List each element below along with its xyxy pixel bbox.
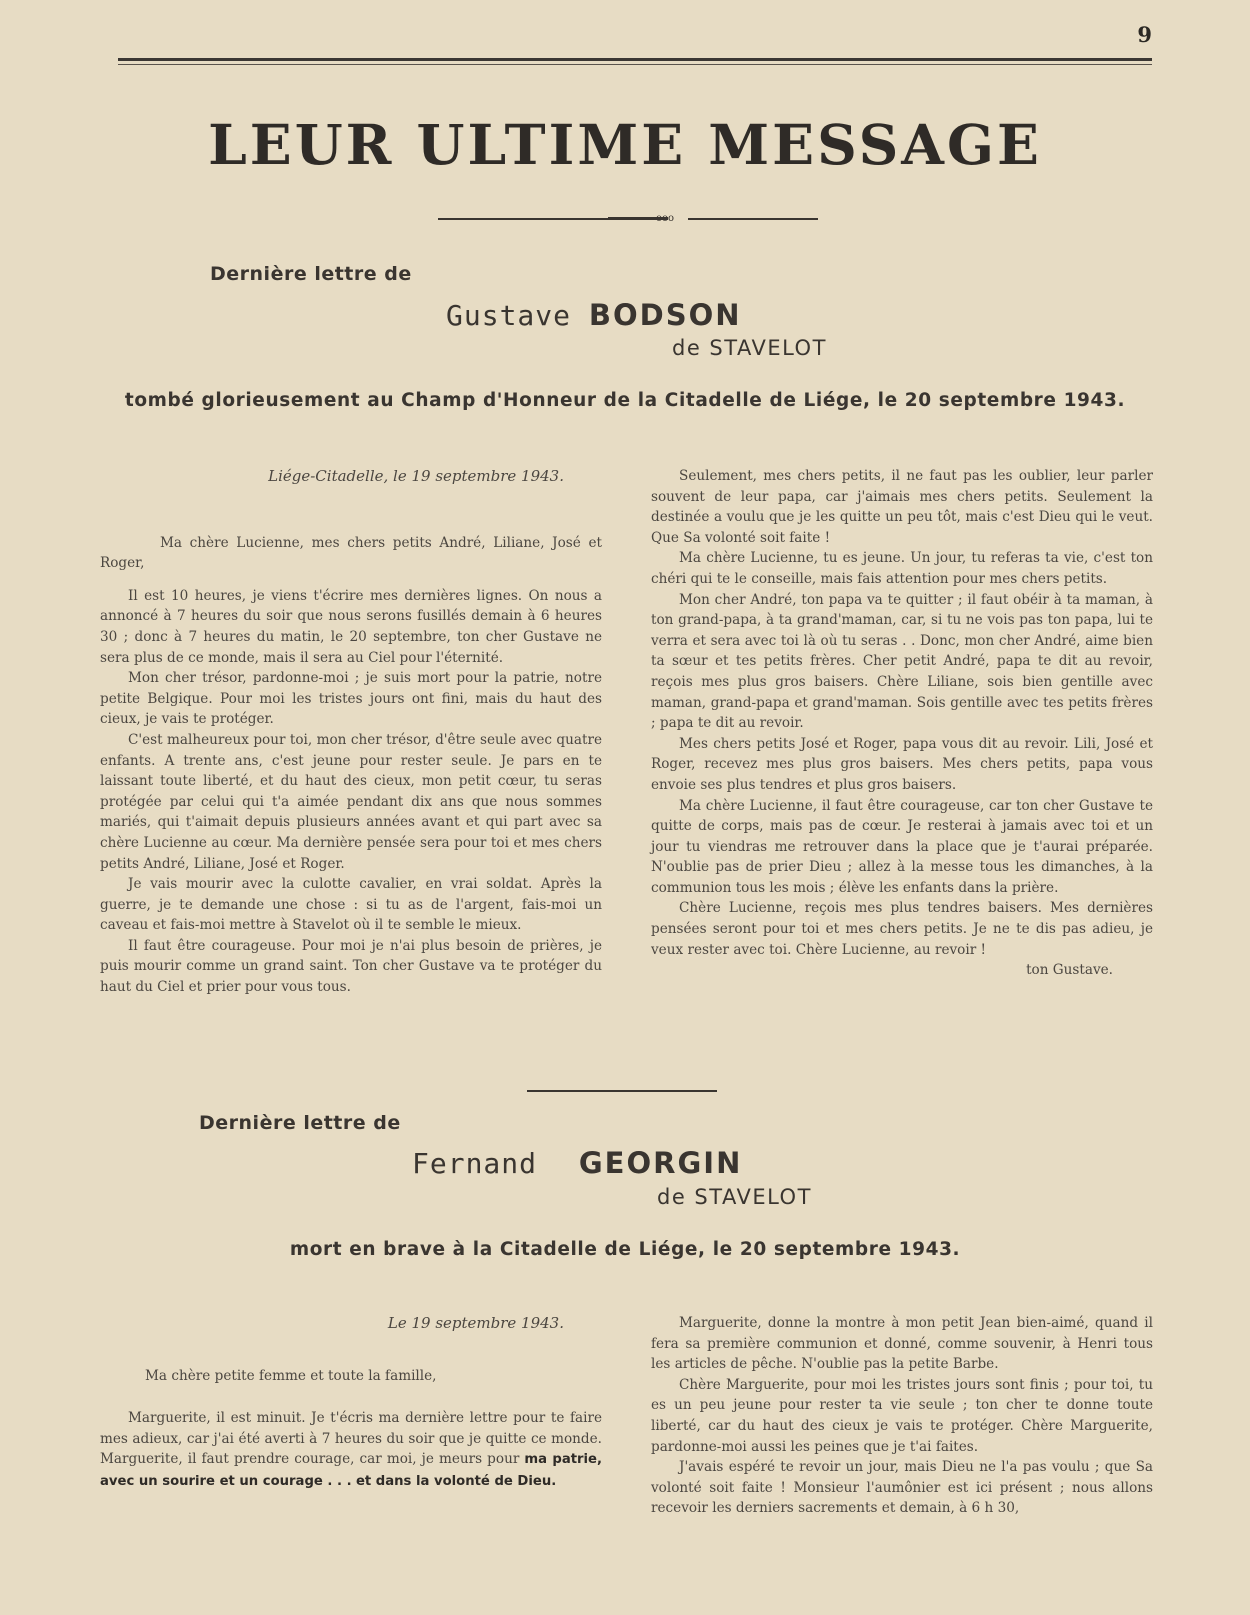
letter2-body: Marguerite, il est minuit. Je t'écris ma dernière lettre pour te faire mes adieux, car j'ai été averti à 7 heures du soir que je quitte ce monde. Marguerite, il faut prendre courage, car moi, je meurs pour — [100, 1410, 602, 1468]
letter1-paragraph: Mon cher trésor, pardonne-moi ; je suis mort pour la patrie, notre petite Belgique. Pour moi les tristes jours ont fini, mais du haut des cieux, je vais te protéger. — [100, 670, 602, 728]
letter2-dateline: Le 19 septembre 1943. — [387, 1314, 564, 1332]
letter1-left-column — [100, 466, 602, 998]
letter1-paragraph: Ma chère Lucienne, tu es jeune. Un jour, tu referas ta vie, c'est ton chéri qui te le conseille, mais fais attention pour mes chers petits. — [651, 550, 1153, 587]
letter1-paragraph: Ma chère Lucienne, il faut être courageuse, car ton cher Gustave te quitte de corps, mais pas de cœur. Je resterai à jamais avec toi et un jour tu viendras me retrouver dans la place que je t'aurai préparée. N'oublie pas de prier Dieu ; allez à la messe tous les dimanches, à la communion tous les mois ; élève les enfants dans la prière. — [651, 797, 1153, 896]
letter1-dateline: Liége-Citadelle, le 19 septembre 1943. — [268, 467, 564, 485]
top-rule-thin — [118, 64, 1152, 65]
letter1-paragraph: Seulement, mes chers petits, il ne faut pas les oublier, leur parler souvent de leur papa, car j'aimais mes chers petits. Seulement la destinée a voulu que je les quitte un peu tôt, mais c'est Dieu qui le veut. Que Sa volonté soit faite ! — [651, 468, 1153, 546]
letter1-paragraph: Je vais mourir avec la culotte cavalier, en vrai soldat. Après la guerre, je te demande une chose : si tu as de l'argent, fais-moi un caveau et fais-moi mettre à Stavelot où il te semble le mieux. — [100, 876, 602, 934]
letter1-last-name: BODSON — [588, 298, 742, 332]
letter2-bold-2: et dans la volonté de Dieu. — [355, 1473, 557, 1489]
ornament-line-right — [688, 218, 818, 220]
letter2-paragraph: J'avais espéré te revoir un jour, mais Dieu ne l'a pas voulu ; que Sa volonté soit faite ! Monsieur l'aumônier est ici présent ; nous allons recevoir les derniers sacrements et demain, à 6 h 30, — [651, 1459, 1153, 1517]
letter2-left-column — [100, 1313, 602, 1493]
letter1-name — [446, 298, 742, 332]
letter2-paragraph: Chère Marguerite, pour moi les tristes jours sont finis ; pour toi, tu es un peu jeune pour rester ta vie seule ; ton cher te donne toute liberté, car du haut des cieux je vais te protéger. Chère Marguerite, pardonne-moi aussi les peines que je t'ai faites. — [651, 1376, 1153, 1455]
letter1-greeting: Ma chère Lucienne, mes chers petits André, Liliane, José et Roger, — [100, 534, 602, 572]
letter2-first-name: Fernand — [412, 1147, 538, 1180]
letter2-subtitle: mort en brave à la Citadelle de Liége, le 20 septembre 1943. — [289, 1239, 961, 1260]
ornament-dots: ooo — [656, 213, 675, 224]
letter1-paragraph: Il est 10 heures, je viens t'écrire mes dernières lignes. On nous a annoncé à 7 heures du soir que nous serons fusillés demain à 6 heures 30 ; donc à 7 heures du matin, le 20 septembre, ton cher Gustave ne sera plus de ce monde, mais il sera au Ciel pour l'éternité. — [100, 587, 602, 666]
letter2-greeting: Ma chère petite femme et toute la famille, — [145, 1367, 437, 1384]
letter1-paragraph: C'est malheureux pour toi, mon cher trésor, d'être seule avec quatre enfants. A trente ans, c'est jeune pour rester seule. Je pars en te laissant toute liberté, et du haut des cieux, mon petit cœur, tu seras protégée par celui qui t'a aimée pendant dix ans que nous sommes mariés, qui t'aimait depuis plusieurs années avant et qui part avec sa chère Lucienne au cœur. Ma dernière pensée sera pour toi et mes chers petits André, Liliane, José et Roger. — [100, 731, 602, 872]
letter1-subtitle: tombé glorieusement au Champ d'Honneur de la Citadelle de Liége, le 20 septembre 1943. — [124, 390, 1126, 411]
letter2-paragraph — [100, 1408, 602, 1492]
top-rule — [118, 58, 1152, 61]
letter2-bold-1: ma patrie, avec un sourire et un courage . . . — [100, 1452, 603, 1489]
main-title: LEUR ULTIME MESSAGE — [208, 112, 1042, 177]
letter1-right-column — [651, 466, 1153, 981]
letter2-paragraph: Marguerite, donne la montre à mon petit Jean bien-aimé, quand il fera sa première communion et donné, comme souvenir, à Henri tous les articles de pêche. N'oublie pas la petite Barbe. — [651, 1315, 1153, 1373]
letter1-paragraph: Chère Lucienne, reçois mes plus tendres baisers. Mes dernières pensées seront pour toi et mes chers petits. Je ne te dis pas adieu, je veux rester avec toi. Chère Lucienne, au revoir ! — [651, 900, 1153, 958]
page-number: 9 — [1137, 22, 1152, 47]
letter2-town: de STAVELOT — [657, 1185, 812, 1209]
letter1-town: de STAVELOT — [672, 336, 827, 360]
letter2-name — [412, 1146, 742, 1180]
letter1-signature: ton Gustave. — [1026, 962, 1113, 979]
section-divider — [527, 1090, 717, 1095]
letter2-label: Dernière lettre de — [199, 1112, 401, 1134]
letter1-first-name: Gustave — [446, 299, 572, 332]
letter1-paragraph: Il faut être courageuse. Pour moi je n'ai plus besoin de prières, je puis mourir comme un grand saint. Ton cher Gustave va te protéger du haut du Ciel et prier pour vous tous. — [100, 937, 602, 996]
ornament-line-left — [438, 218, 608, 220]
title-ornament — [438, 213, 828, 224]
letter2-last-name: GEORGIN — [578, 1146, 743, 1180]
letter2-right-column — [651, 1313, 1153, 1519]
letter1-paragraph: Mon cher André, ton papa va te quitter ; il faut obéir à ta maman, à ton grand-papa, à ta grand'maman, car, si tu ne vois pas ton papa, lui te verra et sera avec toi là où tu seras . . Donc, mon cher André, aime bien ta sœur et tes petits frères. Cher petit André, papa te dit au revoir, reçois mes plus gros baisers. Chère Liliane, sois bien gentille avec maman, grand-papa et grand'maman. Sois gentille avec tes petits frères ; papa te dit au revoir. — [651, 591, 1153, 732]
letter1-paragraph: Mes chers petits José et Roger, papa vous dit au revoir. Lili, José et Roger, recevez mes plus gros baisers. Mes chers petits, papa vous envoie ses plus tendres et plus gros baisers. — [651, 735, 1153, 793]
letter1-label: Dernière lettre de — [210, 263, 412, 285]
